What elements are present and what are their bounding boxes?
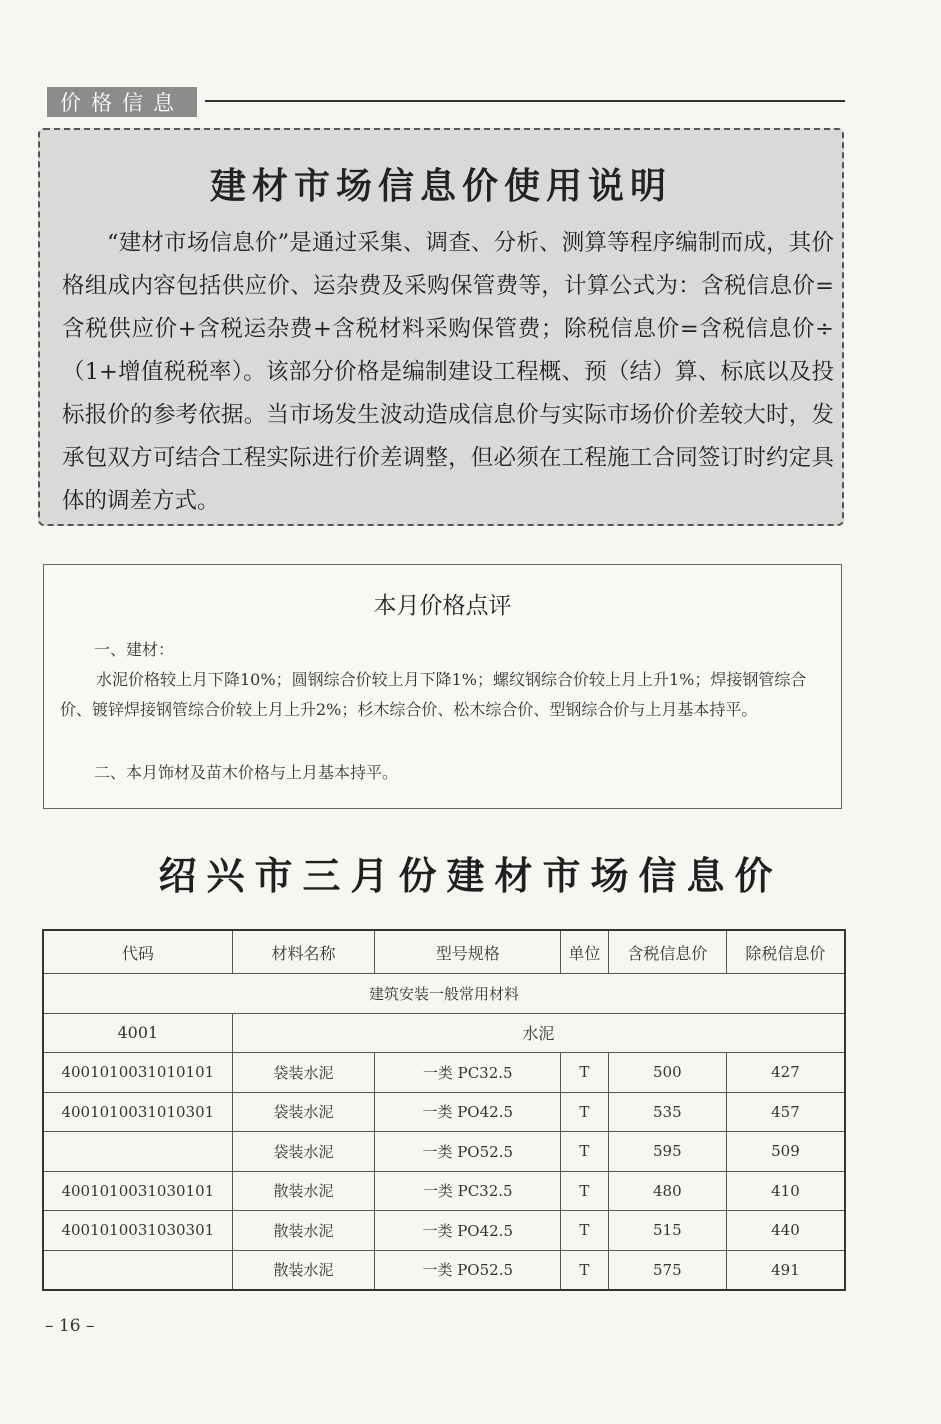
cell-unit: T	[561, 1053, 609, 1093]
usage-notes-body: “建材市场信息价”是通过采集、调查、分析、测算等程序编制而成，其价格组成内容包括供应价、运杂费及采购保管费等，计算公式为：含税信息价=含税供应价+含税运杂费+含税材料采购保管费；除税信息价=含税信息价÷（1+增值税税率）。该部分价格是编制建设工程概、预（结）算、标底以及投标报价的参考依据。当市场发生波动造成信息价与实际市场价价差较大时，发承包双方可结合工程实际进行价差调整，但必须在工程施工合同签订时约定具体的调差方式。	[62, 230, 834, 514]
cell-name: 袋装水泥	[232, 1053, 375, 1093]
review-section-2: 二、本月饰材及苗木价格与上月基本持平。	[94, 763, 399, 782]
section-tag: 价格信息	[47, 87, 197, 117]
table-row	[43, 1250, 845, 1290]
cell-code: 4001010031010101	[43, 1053, 232, 1093]
cell-code: 4001010031030301	[43, 1211, 232, 1251]
cell-spec: 一类 PO52.5	[375, 1132, 561, 1172]
header-rule	[205, 100, 845, 102]
cell-name: 散装水泥	[232, 1171, 375, 1211]
cell-price-tax: 595	[608, 1132, 726, 1172]
cell-spec: 一类 PC32.5	[375, 1171, 561, 1211]
table-row	[43, 1132, 845, 1172]
section-row	[43, 974, 845, 1014]
cell-spec: 一类 PO42.5	[375, 1092, 561, 1132]
cell-price-notax: 440	[726, 1211, 845, 1251]
cell-spec: 一类 PO42.5	[375, 1211, 561, 1251]
cell-unit: T	[561, 1132, 609, 1172]
review-paragraph-1: 水泥价格较上月下降10%；圆钢综合价较上月下降1%；螺纹钢综合价较上月上升1%；焊接钢管综合价、镀锌焊接钢管综合价较上月上升2%；杉木综合价、松木综合价、型钢综合价与上月基本持平。	[60, 670, 807, 719]
cell-code	[43, 1132, 232, 1172]
review-section-1: 一、建材：	[94, 640, 175, 659]
table-row	[43, 1211, 845, 1251]
cell-unit: T	[561, 1092, 609, 1132]
price-table	[42, 929, 846, 1291]
page-number: – 16 –	[45, 1316, 95, 1336]
usage-notes-box	[38, 128, 844, 526]
cell-price-tax: 535	[608, 1092, 726, 1132]
section-label: 建筑安装一般常用材料	[43, 974, 845, 1014]
cell-price-notax: 410	[726, 1171, 845, 1211]
cell-name: 散装水泥	[232, 1250, 375, 1290]
group-row	[43, 1013, 845, 1053]
cell-code: 4001010031030101	[43, 1171, 232, 1211]
table-header-row	[43, 930, 845, 974]
header-price-notax: 除税信息价	[726, 930, 845, 974]
cell-name: 散装水泥	[232, 1211, 375, 1251]
cell-unit: T	[561, 1250, 609, 1290]
table-row	[43, 1092, 845, 1132]
cell-unit: T	[561, 1171, 609, 1211]
cell-price-tax: 500	[608, 1053, 726, 1093]
cell-price-notax: 427	[726, 1053, 845, 1093]
cell-name: 袋装水泥	[232, 1132, 375, 1172]
monthly-review-title: 本月价格点评	[373, 593, 512, 619]
header-name: 材料名称	[232, 930, 375, 974]
main-title: 绍兴市三月份建材市场信息价	[158, 854, 783, 898]
cell-price-tax: 575	[608, 1250, 726, 1290]
cell-price-notax: 509	[726, 1132, 845, 1172]
cell-unit: T	[561, 1211, 609, 1251]
cell-price-notax: 491	[726, 1250, 845, 1290]
cell-spec: 一类 PC32.5	[375, 1053, 561, 1093]
cell-code: 4001010031010301	[43, 1092, 232, 1132]
cell-price-tax: 480	[608, 1171, 726, 1211]
header-code: 代码	[43, 930, 232, 974]
cell-price-tax: 515	[608, 1211, 726, 1251]
cell-spec: 一类 PO52.5	[375, 1250, 561, 1290]
table-row	[43, 1053, 845, 1093]
group-name: 水泥	[232, 1013, 845, 1053]
table-row	[43, 1171, 845, 1211]
cell-price-notax: 457	[726, 1092, 845, 1132]
cell-code	[43, 1250, 232, 1290]
cell-name: 袋装水泥	[232, 1092, 375, 1132]
header-price-tax: 含税信息价	[608, 930, 726, 974]
monthly-review-box	[43, 564, 842, 809]
header-spec: 型号规格	[375, 930, 561, 974]
group-code: 4001	[43, 1013, 232, 1053]
usage-notes-title: 建材市场信息价使用说明	[209, 166, 672, 207]
header-unit: 单位	[561, 930, 609, 974]
